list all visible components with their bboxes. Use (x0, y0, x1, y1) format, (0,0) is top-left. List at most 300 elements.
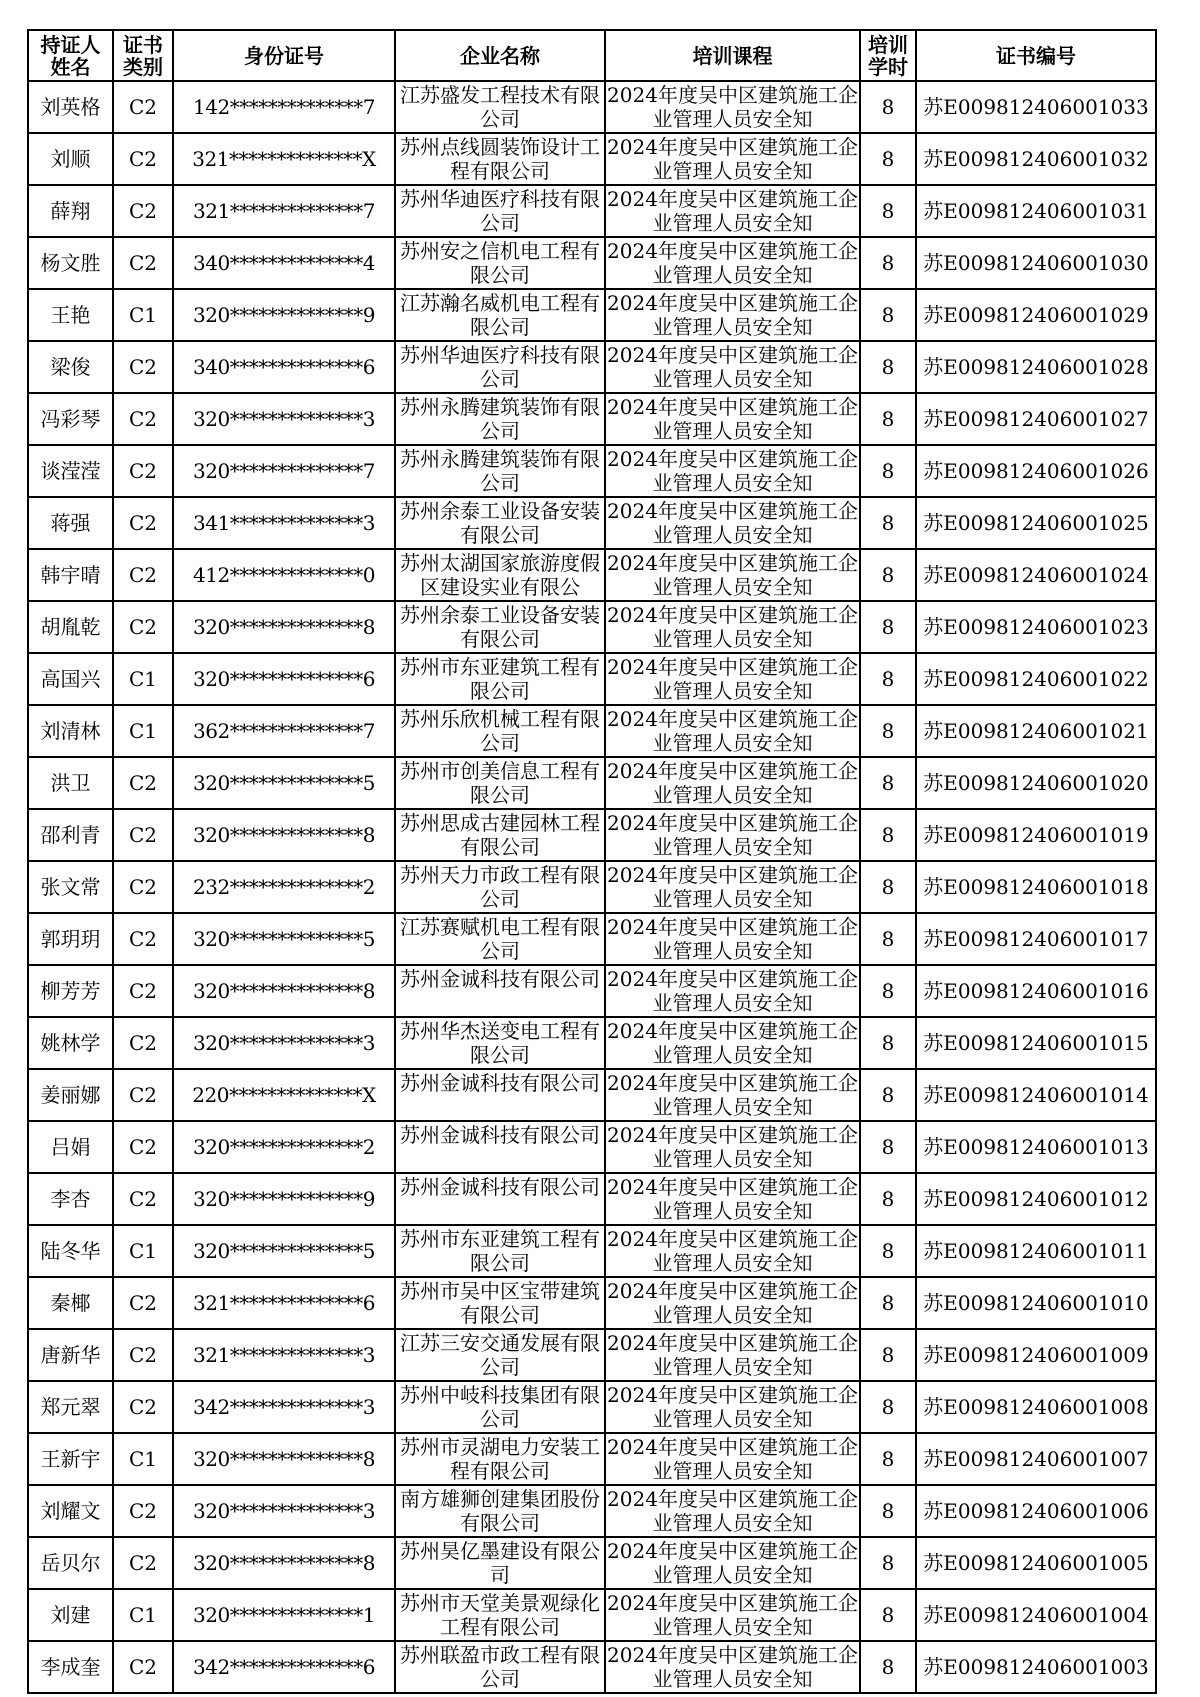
header-cert-type-line1: 证书 (123, 32, 163, 57)
cell-id-number: 320**************7 (173, 445, 395, 497)
cell-holder-name: 韩宇晴 (28, 549, 113, 601)
cell-id-number: 321**************6 (173, 1277, 395, 1329)
cell-cert-type: C2 (113, 1381, 173, 1433)
cell-company (395, 1225, 605, 1277)
table-row (28, 497, 1156, 549)
cell-cert-number: 苏E009812406001006 (916, 1485, 1156, 1537)
cell-cert-type: C1 (113, 705, 173, 757)
cell-hours: 8 (860, 1277, 916, 1329)
cell-holder-name: 李成奎 (28, 1641, 113, 1693)
table-row (28, 965, 1156, 1017)
cell-id-number: 320**************8 (173, 1537, 395, 1589)
cell-course (605, 185, 860, 237)
cell-holder-name: 胡胤乾 (28, 601, 113, 653)
cell-id-number: 320**************5 (173, 913, 395, 965)
cell-hours: 8 (860, 1173, 916, 1225)
cell-company (395, 81, 605, 133)
table-row (28, 1485, 1156, 1537)
header-company: 企业名称 (395, 30, 605, 81)
cell-cert-number: 苏E009812406001011 (916, 1225, 1156, 1277)
cell-cert-number: 苏E009812406001017 (916, 913, 1156, 965)
cell-id-number: 320**************9 (173, 289, 395, 341)
cell-id-number: 320**************8 (173, 1433, 395, 1485)
cell-course (605, 393, 860, 445)
table-header-row (28, 30, 1156, 81)
table-row (28, 237, 1156, 289)
cell-hours: 8 (860, 653, 916, 705)
cell-company (395, 237, 605, 289)
cell-company-text: 苏州金诚科技有限公司 (400, 1175, 600, 1199)
cell-hours: 8 (860, 133, 916, 185)
cell-course (605, 1069, 860, 1121)
header-holder-name-line1: 持证人 (40, 32, 101, 57)
cell-course-text: 2024年度吴中区建筑施工企业管理人员安全知 (607, 967, 858, 1015)
cell-cert-type: C2 (113, 1329, 173, 1381)
cell-company-text: 苏州华迪医疗科技有限公司 (400, 187, 600, 235)
cell-hours: 8 (860, 1225, 916, 1277)
cell-course (605, 1589, 860, 1641)
cell-holder-name: 张文常 (28, 861, 113, 913)
cell-cert-number: 苏E009812406001004 (916, 1589, 1156, 1641)
cell-course-text: 2024年度吴中区建筑施工企业管理人员安全知 (607, 863, 858, 911)
cell-company (395, 549, 605, 601)
cell-id-number: 342**************3 (173, 1381, 395, 1433)
cell-company-text: 苏州市天堂美景观绿化工程有限公司 (400, 1591, 600, 1639)
table-row (28, 1433, 1156, 1485)
cell-course-text: 2024年度吴中区建筑施工企业管理人员安全知 (607, 707, 858, 755)
cell-company (395, 1537, 605, 1589)
cell-company (395, 341, 605, 393)
cell-company-text: 江苏瀚名威机电工程有限公司 (400, 291, 600, 339)
cell-cert-type: C2 (113, 965, 173, 1017)
cell-company (395, 601, 605, 653)
cell-course-text: 2024年度吴中区建筑施工企业管理人员安全知 (607, 135, 858, 183)
header-holder-name-line2: 姓名 (50, 54, 91, 79)
cell-course-text: 2024年度吴中区建筑施工企业管理人员安全知 (607, 395, 858, 443)
cell-company-text: 苏州市东亚建筑工程有限公司 (400, 1227, 600, 1275)
table-row (28, 913, 1156, 965)
table-row (28, 1329, 1156, 1381)
cell-cert-type: C2 (113, 913, 173, 965)
header-hours-line1: 培训 (868, 32, 908, 57)
cell-company (395, 705, 605, 757)
header-cert-type-line2: 类别 (123, 54, 163, 79)
table-row (28, 341, 1156, 393)
cell-holder-name: 柳芳芳 (28, 965, 113, 1017)
cell-company-text: 南方雄狮创建集团股份有限公司 (400, 1487, 600, 1535)
cell-cert-number: 苏E009812406001030 (916, 237, 1156, 289)
cell-cert-type: C2 (113, 81, 173, 133)
cell-cert-number: 苏E009812406001021 (916, 705, 1156, 757)
cell-id-number: 320**************5 (173, 757, 395, 809)
cell-cert-number: 苏E009812406001031 (916, 185, 1156, 237)
header-cert-number: 证书编号 (916, 30, 1156, 81)
cell-cert-number: 苏E009812406001024 (916, 549, 1156, 601)
table-row (28, 1173, 1156, 1225)
cell-cert-number: 苏E009812406001013 (916, 1121, 1156, 1173)
table-row (28, 757, 1156, 809)
cell-company-text: 江苏赛赋机电工程有限公司 (400, 915, 600, 963)
cell-company (395, 1589, 605, 1641)
cell-company-text: 苏州天力市政工程有限公司 (400, 863, 600, 911)
cell-company (395, 861, 605, 913)
cell-holder-name: 谈滢滢 (28, 445, 113, 497)
cell-course-text: 2024年度吴中区建筑施工企业管理人员安全知 (607, 499, 858, 547)
cell-cert-number: 苏E009812406001016 (916, 965, 1156, 1017)
cell-company (395, 1329, 605, 1381)
cell-id-number: 220**************X (173, 1069, 395, 1121)
cell-cert-type: C2 (113, 1537, 173, 1589)
cell-company-text: 苏州金诚科技有限公司 (400, 967, 600, 991)
cell-id-number: 320**************1 (173, 1589, 395, 1641)
cell-cert-number: 苏E009812406001009 (916, 1329, 1156, 1381)
cell-course-text: 2024年度吴中区建筑施工企业管理人员安全知 (607, 343, 858, 391)
cell-course-text: 2024年度吴中区建筑施工企业管理人员安全知 (607, 1435, 858, 1483)
cell-holder-name: 郭玥玥 (28, 913, 113, 965)
cell-company-text: 苏州乐欣机械工程有限公司 (400, 707, 600, 755)
cell-cert-number: 苏E009812406001025 (916, 497, 1156, 549)
cell-company (395, 1277, 605, 1329)
cell-course (605, 133, 860, 185)
header-id-number: 身份证号 (173, 30, 395, 81)
cell-hours: 8 (860, 549, 916, 601)
cell-course-text: 2024年度吴中区建筑施工企业管理人员安全知 (607, 1539, 858, 1587)
table-row (28, 1381, 1156, 1433)
cell-holder-name: 陆冬华 (28, 1225, 113, 1277)
cell-cert-number: 苏E009812406001023 (916, 601, 1156, 653)
cell-hours: 8 (860, 1329, 916, 1381)
cell-id-number: 320**************3 (173, 393, 395, 445)
cell-company (395, 913, 605, 965)
cell-hours: 8 (860, 445, 916, 497)
cell-hours: 8 (860, 1641, 916, 1693)
cell-cert-type: C2 (113, 861, 173, 913)
cell-company (395, 1173, 605, 1225)
cell-course-text: 2024年度吴中区建筑施工企业管理人员安全知 (607, 1331, 858, 1379)
cell-course (605, 757, 860, 809)
cell-hours: 8 (860, 289, 916, 341)
table-row (28, 1069, 1156, 1121)
cell-company-text: 苏州余泰工业设备安装有限公司 (400, 499, 600, 547)
cell-course-text: 2024年度吴中区建筑施工企业管理人员安全知 (607, 603, 858, 651)
table-row (28, 81, 1156, 133)
cell-company-text: 苏州市灵湖电力安装工程有限公司 (400, 1435, 600, 1483)
header-cert-type (113, 30, 173, 81)
cell-company (395, 1069, 605, 1121)
cell-cert-type: C2 (113, 601, 173, 653)
cell-company-text: 苏州中岐科技集团有限公司 (400, 1383, 600, 1431)
cell-holder-name: 唐新华 (28, 1329, 113, 1381)
cell-company (395, 653, 605, 705)
table-row (28, 1537, 1156, 1589)
cell-cert-number: 苏E009812406001005 (916, 1537, 1156, 1589)
cell-course-text: 2024年度吴中区建筑施工企业管理人员安全知 (607, 811, 858, 859)
cell-hours: 8 (860, 1537, 916, 1589)
cell-course-text: 2024年度吴中区建筑施工企业管理人员安全知 (607, 239, 858, 287)
cell-id-number: 340**************4 (173, 237, 395, 289)
cell-holder-name: 梁俊 (28, 341, 113, 393)
cell-hours: 8 (860, 1433, 916, 1485)
header-course: 培训课程 (605, 30, 860, 81)
cell-hours: 8 (860, 757, 916, 809)
cell-course (605, 81, 860, 133)
cell-id-number: 320**************2 (173, 1121, 395, 1173)
cell-course-text: 2024年度吴中区建筑施工企业管理人员安全知 (607, 1383, 858, 1431)
cell-holder-name: 洪卫 (28, 757, 113, 809)
cell-course (605, 1641, 860, 1693)
cell-cert-number: 苏E009812406001010 (916, 1277, 1156, 1329)
cell-hours: 8 (860, 1069, 916, 1121)
cell-cert-type: C2 (113, 1485, 173, 1537)
cell-company-text: 苏州金诚科技有限公司 (400, 1123, 600, 1147)
cell-hours: 8 (860, 81, 916, 133)
cell-course (605, 1485, 860, 1537)
cell-hours: 8 (860, 1485, 916, 1537)
table-row (28, 1641, 1156, 1693)
cell-course (605, 965, 860, 1017)
cell-id-number: 362**************7 (173, 705, 395, 757)
cell-holder-name: 王艳 (28, 289, 113, 341)
cell-course (605, 653, 860, 705)
cell-company-text: 苏州市吴中区宝带建筑有限公司 (400, 1279, 600, 1327)
cell-course-text: 2024年度吴中区建筑施工企业管理人员安全知 (607, 551, 858, 599)
cell-id-number: 320**************3 (173, 1017, 395, 1069)
cell-company-text: 苏州思成古建园林工程有限公司 (400, 811, 600, 859)
cell-holder-name: 李杏 (28, 1173, 113, 1225)
cell-cert-type: C2 (113, 809, 173, 861)
cell-cert-number: 苏E009812406001019 (916, 809, 1156, 861)
table-row (28, 1589, 1156, 1641)
table-row (28, 393, 1156, 445)
cell-holder-name: 刘英格 (28, 81, 113, 133)
table-row (28, 133, 1156, 185)
cell-company (395, 1381, 605, 1433)
cell-company (395, 289, 605, 341)
cell-id-number: 321**************X (173, 133, 395, 185)
cell-id-number: 340**************6 (173, 341, 395, 393)
cell-company (395, 445, 605, 497)
table-row (28, 289, 1156, 341)
cell-course (605, 549, 860, 601)
cell-id-number: 321**************3 (173, 1329, 395, 1381)
cell-holder-name: 高国兴 (28, 653, 113, 705)
cell-course-text: 2024年度吴中区建筑施工企业管理人员安全知 (607, 1175, 858, 1223)
cell-company-text: 苏州安之信机电工程有限公司 (400, 239, 600, 287)
cell-holder-name: 冯彩琴 (28, 393, 113, 445)
table-row (28, 1121, 1156, 1173)
cell-course-text: 2024年度吴中区建筑施工企业管理人员安全知 (607, 655, 858, 703)
cell-course-text: 2024年度吴中区建筑施工企业管理人员安全知 (607, 1591, 858, 1639)
cell-cert-type: C2 (113, 393, 173, 445)
certificate-table (27, 29, 1157, 1694)
cell-cert-type: C2 (113, 1641, 173, 1693)
cell-cert-number: 苏E009812406001033 (916, 81, 1156, 133)
cell-course (605, 1225, 860, 1277)
cell-company-text: 苏州市东亚建筑工程有限公司 (400, 655, 600, 703)
table-body (28, 81, 1156, 1693)
cell-company-text: 苏州华杰送变电工程有限公司 (400, 1019, 600, 1067)
cell-holder-name: 邵利青 (28, 809, 113, 861)
cell-cert-type: C1 (113, 289, 173, 341)
cell-id-number: 341**************3 (173, 497, 395, 549)
cell-hours: 8 (860, 1121, 916, 1173)
header-holder-name (28, 30, 113, 81)
table-row (28, 809, 1156, 861)
cell-course-text: 2024年度吴中区建筑施工企业管理人员安全知 (607, 759, 858, 807)
cell-company (395, 757, 605, 809)
cell-company-text: 江苏三安交通发展有限公司 (400, 1331, 600, 1379)
cell-company (395, 1017, 605, 1069)
cell-company (395, 1485, 605, 1537)
cell-course (605, 1537, 860, 1589)
cell-holder-name: 刘耀文 (28, 1485, 113, 1537)
cell-holder-name: 吕娟 (28, 1121, 113, 1173)
cell-company-text: 苏州太湖国家旅游度假区建设实业有限公 (400, 551, 600, 599)
cell-cert-number: 苏E009812406001007 (916, 1433, 1156, 1485)
cell-cert-number: 苏E009812406001008 (916, 1381, 1156, 1433)
cell-id-number: 320**************9 (173, 1173, 395, 1225)
table-row (28, 549, 1156, 601)
cell-id-number: 342**************6 (173, 1641, 395, 1693)
cell-course (605, 1329, 860, 1381)
cell-course (605, 341, 860, 393)
cell-id-number: 412**************0 (173, 549, 395, 601)
table-row (28, 1225, 1156, 1277)
cell-holder-name: 岳贝尔 (28, 1537, 113, 1589)
cell-course (605, 237, 860, 289)
cell-course (605, 1277, 860, 1329)
cell-id-number: 320**************8 (173, 965, 395, 1017)
cell-company-text: 苏州市创美信息工程有限公司 (400, 759, 600, 807)
cell-course-text: 2024年度吴中区建筑施工企业管理人员安全知 (607, 1227, 858, 1275)
cell-company-text: 江苏盛发工程技术有限公司 (400, 83, 600, 131)
table-row (28, 1017, 1156, 1069)
cell-cert-type: C2 (113, 1017, 173, 1069)
cell-course (605, 809, 860, 861)
cell-holder-name: 薛翔 (28, 185, 113, 237)
cell-course-text: 2024年度吴中区建筑施工企业管理人员安全知 (607, 291, 858, 339)
header-hours-line2: 学时 (868, 54, 908, 79)
cell-cert-type: C2 (113, 1173, 173, 1225)
cell-cert-number: 苏E009812406001003 (916, 1641, 1156, 1693)
cell-id-number: 321**************7 (173, 185, 395, 237)
cell-course (605, 913, 860, 965)
cell-course (605, 1017, 860, 1069)
cell-holder-name: 姜丽娜 (28, 1069, 113, 1121)
cell-course-text: 2024年度吴中区建筑施工企业管理人员安全知 (607, 1643, 858, 1691)
cell-course (605, 1381, 860, 1433)
cell-course (605, 601, 860, 653)
cell-cert-number: 苏E009812406001029 (916, 289, 1156, 341)
cell-cert-number: 苏E009812406001032 (916, 133, 1156, 185)
cell-company-text: 苏州金诚科技有限公司 (400, 1071, 600, 1095)
cell-company (395, 965, 605, 1017)
cell-cert-number: 苏E009812406001028 (916, 341, 1156, 393)
cell-hours: 8 (860, 237, 916, 289)
cell-cert-number: 苏E009812406001014 (916, 1069, 1156, 1121)
cell-hours: 8 (860, 1017, 916, 1069)
cell-course (605, 289, 860, 341)
cell-company (395, 393, 605, 445)
cell-company-text: 苏州余泰工业设备安装有限公司 (400, 603, 600, 651)
table-row (28, 1277, 1156, 1329)
table-row (28, 653, 1156, 705)
cell-course-text: 2024年度吴中区建筑施工企业管理人员安全知 (607, 915, 858, 963)
cell-id-number: 142**************7 (173, 81, 395, 133)
cell-course-text: 2024年度吴中区建筑施工企业管理人员安全知 (607, 1487, 858, 1535)
cell-cert-number: 苏E009812406001022 (916, 653, 1156, 705)
cell-course-text: 2024年度吴中区建筑施工企业管理人员安全知 (607, 1279, 858, 1327)
cell-company-text: 苏州昊亿墨建设有限公司 (400, 1539, 600, 1587)
cell-cert-type: C1 (113, 1225, 173, 1277)
cell-holder-name: 刘建 (28, 1589, 113, 1641)
cell-company (395, 1433, 605, 1485)
cell-course-text: 2024年度吴中区建筑施工企业管理人员安全知 (607, 187, 858, 235)
cell-holder-name: 王新宇 (28, 1433, 113, 1485)
cell-id-number: 232**************2 (173, 861, 395, 913)
cell-company (395, 809, 605, 861)
cell-holder-name: 姚林学 (28, 1017, 113, 1069)
cell-hours: 8 (860, 965, 916, 1017)
cell-cert-type: C2 (113, 757, 173, 809)
cell-hours: 8 (860, 185, 916, 237)
cell-hours: 8 (860, 861, 916, 913)
cell-course (605, 705, 860, 757)
header-hours (860, 30, 916, 81)
cell-hours: 8 (860, 341, 916, 393)
cell-course (605, 497, 860, 549)
cell-hours: 8 (860, 809, 916, 861)
cell-company (395, 1121, 605, 1173)
cell-cert-number: 苏E009812406001015 (916, 1017, 1156, 1069)
cell-company-text: 苏州华迪医疗科技有限公司 (400, 343, 600, 391)
cell-holder-name: 蒋强 (28, 497, 113, 549)
cell-cert-number: 苏E009812406001012 (916, 1173, 1156, 1225)
cell-course (605, 1433, 860, 1485)
cell-cert-type: C2 (113, 1069, 173, 1121)
cell-cert-type: C2 (113, 445, 173, 497)
cell-course-text: 2024年度吴中区建筑施工企业管理人员安全知 (607, 1123, 858, 1171)
cell-course (605, 1173, 860, 1225)
cell-holder-name: 秦椰 (28, 1277, 113, 1329)
cell-cert-type: C2 (113, 185, 173, 237)
cell-cert-type: C1 (113, 653, 173, 705)
cell-cert-type: C2 (113, 341, 173, 393)
cell-cert-type: C2 (113, 1277, 173, 1329)
cell-id-number: 320**************8 (173, 809, 395, 861)
cell-company-text: 苏州联盈市政工程有限公司 (400, 1643, 600, 1691)
cell-course-text: 2024年度吴中区建筑施工企业管理人员安全知 (607, 447, 858, 495)
cell-id-number: 320**************8 (173, 601, 395, 653)
cell-company-text: 苏州永腾建筑装饰有限公司 (400, 447, 600, 495)
cell-holder-name: 刘清林 (28, 705, 113, 757)
cell-cert-type: C1 (113, 1433, 173, 1485)
cell-hours: 8 (860, 1589, 916, 1641)
cell-cert-type: C2 (113, 237, 173, 289)
cell-cert-number: 苏E009812406001026 (916, 445, 1156, 497)
cell-course (605, 861, 860, 913)
cell-company (395, 497, 605, 549)
cell-hours: 8 (860, 497, 916, 549)
cell-id-number: 320**************5 (173, 1225, 395, 1277)
cell-cert-type: C2 (113, 549, 173, 601)
cell-id-number: 320**************6 (173, 653, 395, 705)
cell-company (395, 1641, 605, 1693)
cell-company (395, 185, 605, 237)
cell-hours: 8 (860, 913, 916, 965)
cell-company-text: 苏州点线圆装饰设计工程有限公司 (400, 135, 600, 183)
cell-holder-name: 郑元翠 (28, 1381, 113, 1433)
